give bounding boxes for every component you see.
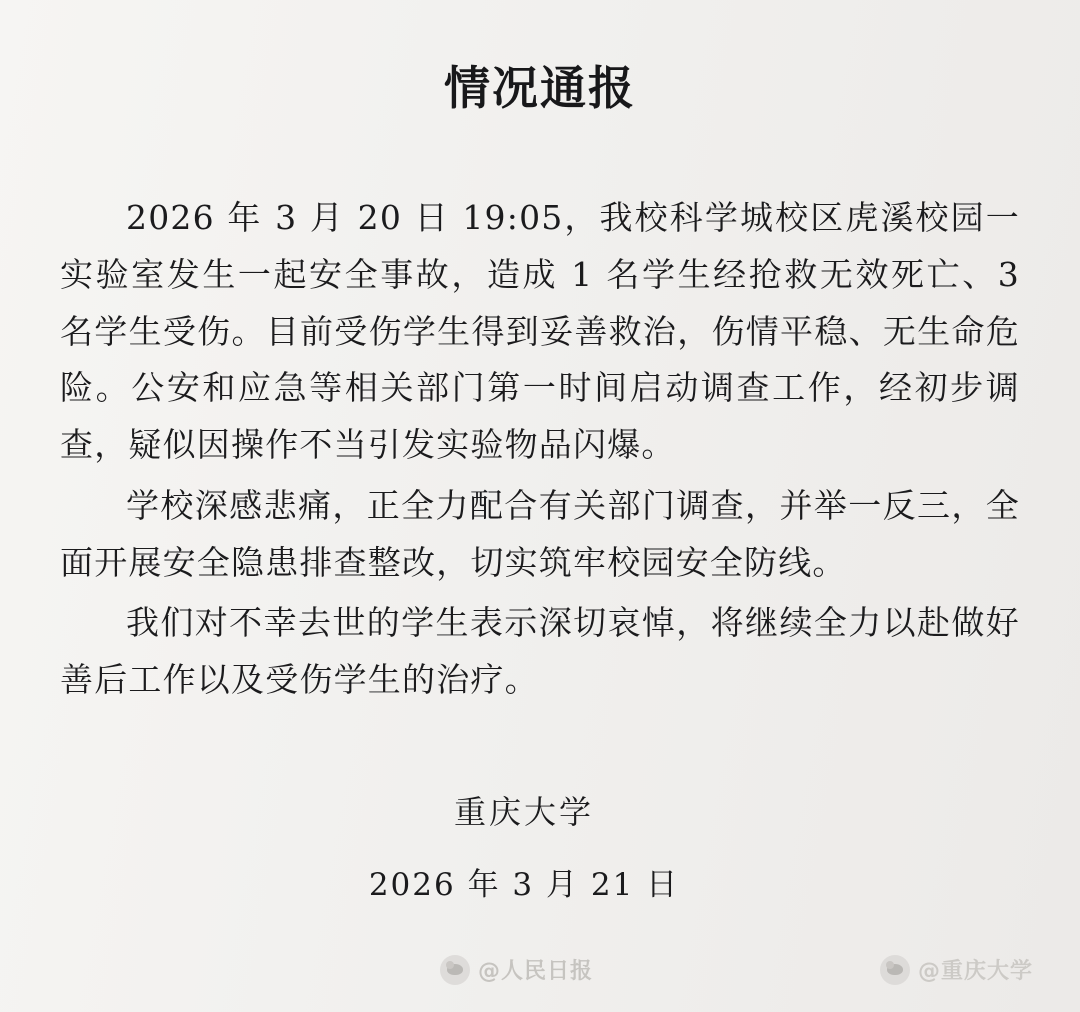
signature-block	[0, 787, 1080, 904]
page-title: 情况通报	[444, 61, 636, 115]
paragraph: 2026 年 3 月 20 日 19:05，我校科学城校区虎溪校园一实验室发生一起安全事故，造成 1 名学生经抢救无效死亡、3 名学生受伤。目前受伤学生得到妥善救治，伤情平稳、无生命危险。公安和应急等相关部门第一时间启动调查工作，经初步调查，疑似因操作不当引发实验物品闪爆。	[60, 198, 1020, 464]
signature-date: 2026 年 3 月 21 日	[368, 866, 680, 903]
watermark-left	[440, 954, 593, 985]
weibo-icon	[440, 955, 470, 985]
watermark-label: @重庆大学	[918, 959, 1034, 984]
watermark-label: @人民日报	[478, 959, 594, 984]
document-body	[60, 190, 1020, 709]
weibo-icon	[880, 955, 910, 985]
watermark-right	[880, 954, 1033, 985]
signature-organization: 重庆大学	[453, 792, 594, 831]
watermark-row	[0, 950, 1080, 998]
paragraph: 学校深感悲痛，正全力配合有关部门调查，并举一反三，全面开展安全隐患排查整改，切实筑牢校园安全防线。	[60, 485, 1020, 582]
paragraph: 我们对不幸去世的学生表示深切哀悼，将继续全力以赴做好善后工作以及受伤学生的治疗。	[60, 603, 1020, 699]
